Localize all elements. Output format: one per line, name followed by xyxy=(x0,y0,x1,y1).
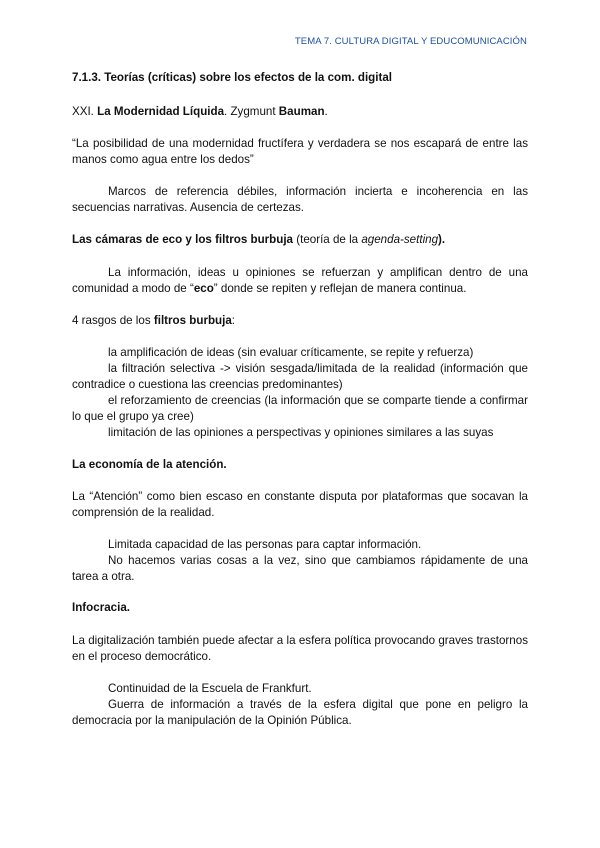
atencion-point: Limitada capacidad de las personas para captar información. xyxy=(108,538,422,551)
rasgos-intro: 4 rasgos de los filtros burbuja: xyxy=(72,314,236,327)
marcos-paragraph: Marcos de referencia débiles, información incierta e incoherencia en las secuencias narrativas. Ausencia de certezas. xyxy=(72,185,528,214)
list-item: el reforzamiento de creencias (la información que se comparte tiende a confirmar lo que el grupo ya cree) xyxy=(72,394,528,423)
infocracia-paragraph: La digitalización también puede afectar a la esfera política provocando graves trastornos en el proceso democrático. xyxy=(72,634,528,663)
section-heading: 7.1.3. Teorías (críticas) sobre los efectos de la com. digital xyxy=(72,71,393,84)
bauman-quote: “La posibilidad de una modernidad fructífera y verdadera se nos escapará de entre las manos como agua entre los dedos” xyxy=(72,137,528,166)
bauman-line: XXI. La Modernidad Líquida. Zygmunt Bauman. xyxy=(72,105,328,118)
atencion-heading: La economía de la atención. xyxy=(72,458,227,471)
list-item: limitación de las opiniones a perspectivas y opiniones similares a las suyas xyxy=(108,426,494,439)
list-item: la filtración selectiva -> visión sesgada/limitada de la realidad (información que contradice o cuestiona las creencias predominantes) xyxy=(72,362,528,391)
camaras-heading: Las cámaras de eco y los filtros burbuja (teoría de la agenda-setting). xyxy=(72,233,446,246)
atencion-paragraph: La “Atención” como bien escaso en constante disputa por plataformas que socavan la comprensión de la realidad. xyxy=(72,490,528,519)
infocracia-heading: Infocracia. xyxy=(72,601,130,614)
page-header: TEMA 7. CULTURA DIGITAL Y EDUCOMUNICACIÓN xyxy=(294,36,527,47)
infocracia-point: Guerra de información a través de la esfera digital que pone en peligro la democracia por la manipulación de la Opinión Pública. xyxy=(72,698,528,727)
camaras-paragraph: La información, ideas u opiniones se refuerzan y amplifican dentro de una comunidad a modo de “eco” donde se repiten y reflejan de manera continua. xyxy=(72,266,528,295)
atencion-point: No hacemos varias cosas a la vez, sino que cambiamos rápidamente de una tarea a otra. xyxy=(72,554,528,583)
list-item: la amplificación de ideas (sin evaluar críticamente, se repite y refuerza) xyxy=(108,346,474,359)
infocracia-point: Continuidad de la Escuela de Frankfurt. xyxy=(108,682,312,695)
